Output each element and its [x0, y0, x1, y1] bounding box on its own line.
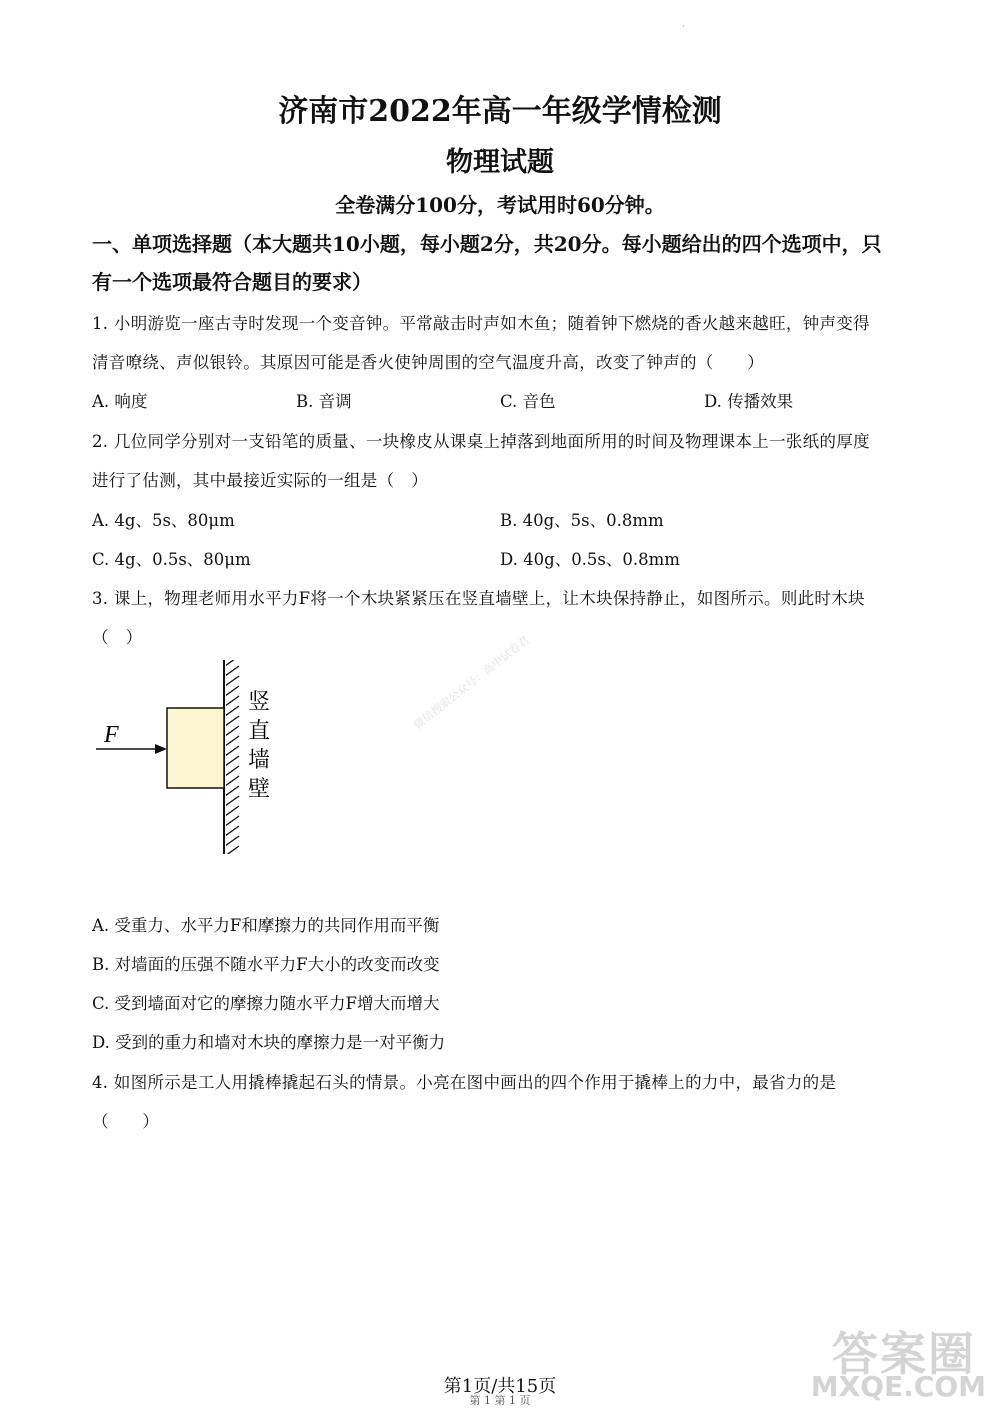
q1-option-c: C. 音色: [500, 392, 556, 411]
q1-stem-line1: 1. 小明游览一座古寺时发现一个变音钟。平常敲击时声如木鱼；随着钟下燃烧的香火越来越旺，钟声变得: [92, 314, 870, 333]
q2-option-b: B. 40g、5s、0.8mm: [500, 511, 664, 530]
q4-stem-line1: 4. 如图所示是工人用撬棒撬起石头的情景。小亮在图中画出的四个作用于撬棒上的力中，最省力的是: [92, 1073, 837, 1092]
q2-option-c: C. 4g、0.5s、80μm: [92, 550, 251, 569]
exam-title: 济南市2022年高一年级学情检测: [278, 94, 722, 129]
wall-label-char-1: 竖: [248, 690, 271, 715]
diagonal-watermark: 微信搜索公众号：高中试卷君: [411, 633, 532, 732]
q4-stem-line2: （ ）: [92, 1112, 160, 1131]
q3-option-d: D. 受到的重力和墙对木块的摩擦力是一对平衡力: [92, 1033, 446, 1052]
q1-option-d: D. 传播效果: [704, 392, 794, 411]
watermark-logo: [810, 1318, 986, 1406]
q2-option-a: A. 4g、5s、80μm: [92, 511, 235, 530]
wall-label-char-4: 壁: [248, 777, 271, 802]
q3-option-b: B. 对墙面的压强不随水平力F大小的改变而改变: [92, 955, 440, 974]
q2-option-d: D. 40g、0.5s、0.8mm: [500, 550, 680, 569]
wall-label-char-3: 墙: [248, 748, 271, 773]
q3-stem-line2: （ ）: [92, 628, 143, 647]
q2-stem-line2: 进行了估测，其中最接近实际的一组是（ ）: [92, 471, 428, 490]
force-arrow-head: [155, 744, 167, 754]
exam-note: 全卷满分100分，考试用时60分钟。: [335, 193, 665, 217]
page-number: 第1页/共15页: [443, 1376, 557, 1397]
watermark-logo-text: 答案圈: [832, 1327, 976, 1381]
section-heading-line1: 一、单项选择题（本大题共10小题，每小题2分，共20分。每小题给出的四个选项中，只: [92, 232, 882, 256]
q1-option-b: B. 音调: [296, 392, 352, 411]
q3-option-a: A. 受重力、水平力F和摩擦力的共同作用而平衡: [92, 916, 440, 935]
page-number-ghost: 第 1 第 1 页: [469, 1394, 531, 1407]
subject-title: 物理试题: [446, 147, 554, 178]
corner-mark: ·: [682, 22, 685, 31]
q2-stem-line1: 2. 几位同学分别对一支铅笔的质量、一块橡皮从课桌上掉落到地面所用的时间及物理课本上一张纸的厚度: [92, 432, 870, 451]
wooden-block: [167, 708, 224, 788]
q1-stem-line2: 清音嘹绕、声似银铃。其原因可能是香火使钟周围的空气温度升高，改变了钟声的（ ）: [92, 353, 764, 372]
q1-option-a: A. 响度: [92, 392, 148, 411]
wall-block-diagram: [92, 656, 292, 856]
wall-label-char-2: 直: [248, 719, 271, 744]
section-heading-line2: 有一个选项最符合题目的要求）: [92, 270, 372, 294]
watermark-logo-url: MXQE.COM: [810, 1370, 986, 1403]
q3-stem-line1: 3. 课上，物理老师用水平力F将一个木块紧紧压在竖直墙壁上，让木块保持静止，如图所示。则此时木块: [92, 589, 865, 608]
q3-option-c: C. 受到墙面对它的摩擦力随水平力F增大而增大: [92, 994, 440, 1013]
force-label: F: [104, 722, 119, 748]
wall-hatching: [225, 656, 239, 856]
